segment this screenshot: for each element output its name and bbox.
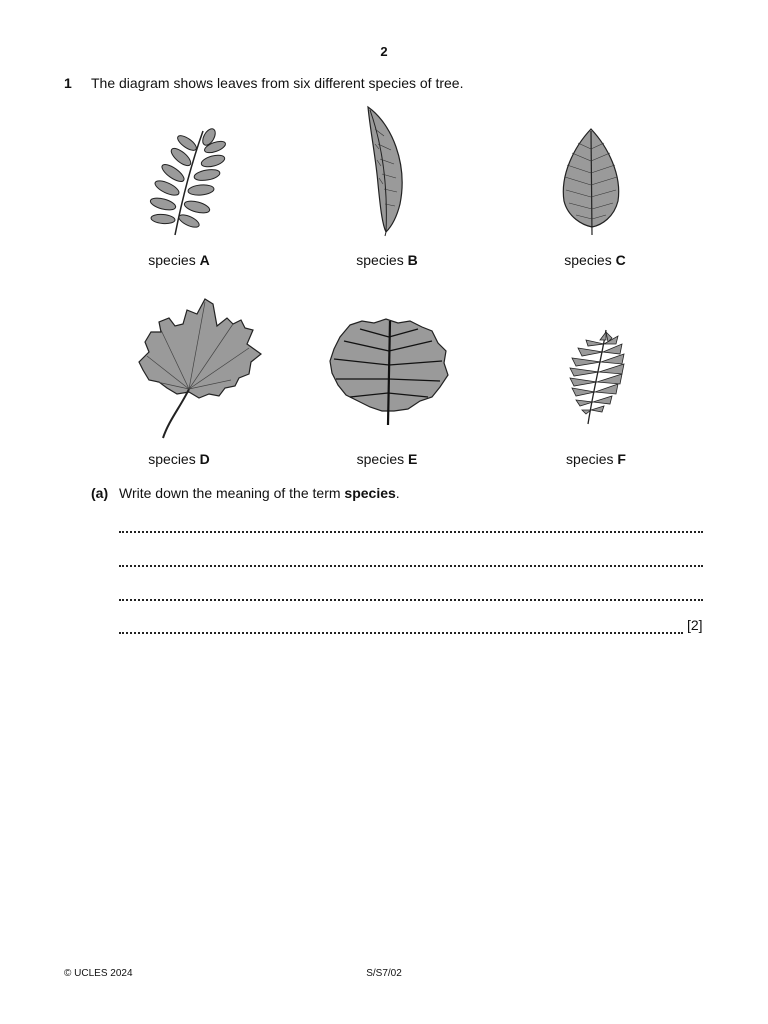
paper-code: S/S7/02 bbox=[366, 968, 402, 979]
compound-leaf-icon bbox=[145, 125, 230, 240]
fern-leaf-icon bbox=[566, 326, 626, 426]
answer-line[interactable] bbox=[119, 531, 703, 533]
answer-line[interactable] bbox=[119, 599, 703, 601]
question-stem: The diagram shows leaves from six different species of tree. bbox=[91, 75, 464, 91]
species-label-d: species D bbox=[148, 451, 210, 467]
page-number: 2 bbox=[380, 44, 388, 59]
species-label-c: species C bbox=[564, 252, 626, 268]
question-number: 1 bbox=[64, 75, 72, 91]
maple-leaf-icon bbox=[137, 296, 267, 442]
round-leaf-icon bbox=[328, 317, 450, 429]
species-label-e: species E bbox=[356, 451, 418, 467]
species-label-f: species F bbox=[566, 451, 626, 467]
species-label-b: species B bbox=[356, 252, 418, 268]
marks-allocation: [2] bbox=[687, 617, 703, 633]
part-a-label: (a) bbox=[91, 485, 109, 501]
answer-line[interactable] bbox=[119, 632, 683, 634]
part-a-prompt: Write down the meaning of the term species. bbox=[119, 485, 400, 501]
willow-leaf-icon bbox=[358, 104, 410, 238]
answer-line[interactable] bbox=[119, 565, 703, 567]
oval-leaf-icon bbox=[558, 125, 624, 237]
species-label-a: species A bbox=[148, 252, 210, 268]
copyright-notice: © UCLES 2024 bbox=[64, 968, 133, 979]
